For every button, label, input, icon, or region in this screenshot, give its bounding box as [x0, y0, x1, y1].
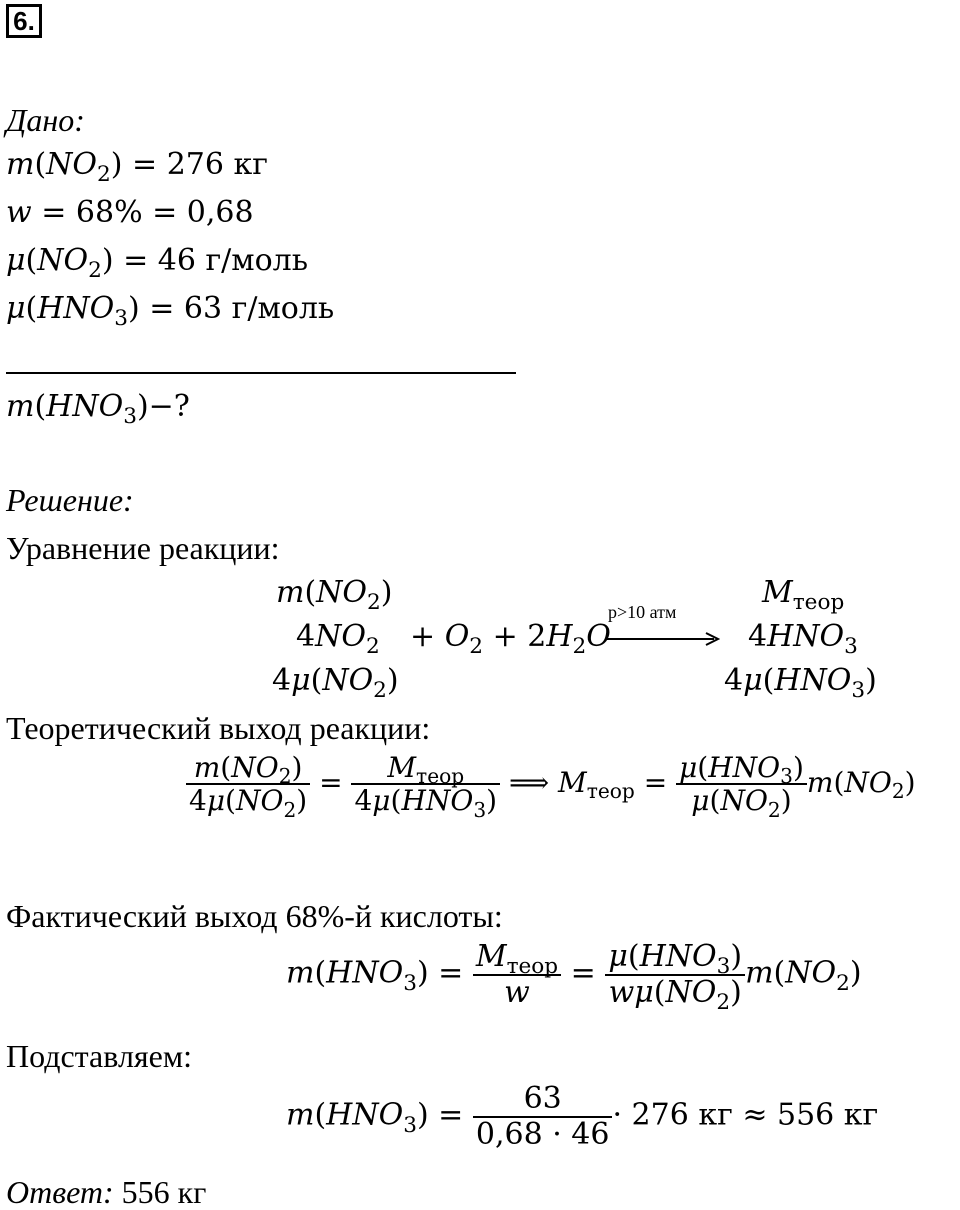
reaction-coef: 4 [748, 619, 768, 654]
reaction-coef: 2 [527, 619, 547, 654]
given-mass-no2: $m(NO_2) = 276$ кг [6, 147, 268, 187]
substitution-denominator: 0,68 · 46 [473, 1116, 613, 1152]
reaction-m-teor-top: $M_{теор}$ [762, 575, 845, 615]
problem-number-box [6, 4, 42, 38]
given-divider [6, 372, 516, 374]
given-mass-no2-value: = 276 кг [132, 147, 268, 182]
reaction-product: $4HNO_3$ [748, 619, 858, 659]
solution-heading: Решение: [6, 482, 134, 518]
question: $m(HNO_3)-$? [6, 389, 190, 429]
given-molar-hno3-value: = 63 г/моль [149, 291, 335, 326]
fraction-mteor-over-molar: $\frac{M_{теор}}{4\mu(HNO_3)}$ [351, 752, 500, 817]
fraction-molar-over-w: $\frac{\mu(HNO_3)}{w\mu(NO_2)}$ [605, 940, 745, 1009]
fraction-mass-over-molar: $\frac{m(NO_2)}{4\mu(NO_2)}$ [186, 752, 310, 817]
substitution-result: · 276 кг ≈ 556 кг [612, 1097, 879, 1133]
fraction-substitution [473, 1082, 613, 1151]
reaction-arrow-icon [606, 632, 720, 646]
plus-sign: + [492, 619, 518, 654]
actual-label: Фактический выход 68%-й кислоты: [6, 898, 503, 934]
m-teor-subscript: теор [506, 953, 559, 979]
m-teor-subscript: теор [792, 589, 845, 615]
reaction-oxygen-water: + $O_2 + 2H_2O$ [410, 619, 611, 659]
answer-value: 556 кг [121, 1174, 207, 1210]
fraction-molar-ratio: $\frac{\mu(HNO_3)}{\mu(NO_2)}$ [676, 752, 807, 817]
coef: 4 [189, 784, 207, 818]
arrow-condition: p>10 атм [608, 602, 677, 622]
theoretical-formula: $\frac{m(NO_2)}{4\mu(NO_2)}$ = $\frac{M_{теор}}{4\mu(HNO_3)}$ ⟹ $M_{теор}$ = $\frac{\mu(HNO_3)}{\mu(NO_2)}$ $m(NO_2)$ [186, 752, 916, 817]
problem-number: 6. [13, 6, 35, 36]
substitution-numerator: 63 [523, 1081, 562, 1116]
reaction-mass-top: $m(NO_2)$ [276, 575, 393, 615]
fraction-mteor-over-w: $\frac{M_{теор}}{w}$ [473, 940, 561, 1009]
reaction-molar-reactant: $4\mu(NO_2)$ [272, 663, 399, 703]
question-suffix: −? [148, 389, 190, 424]
given-heading: Дано: [6, 102, 85, 138]
reaction-coef: 4 [296, 619, 316, 654]
given-fraction-w: w = 68% = 0,68 [6, 195, 254, 230]
reaction-coef: 4 [272, 663, 292, 698]
m-teor-subscript: теор [586, 779, 635, 804]
answer-label: Ответ: [6, 1174, 114, 1210]
given-molar-no2: $\mu(NO_2) = 46$ г/моль [6, 243, 309, 283]
given-fraction-w-value: = 68% = 0,68 [41, 195, 254, 230]
reaction-molar-product: $4\mu(HNO_3)$ [724, 663, 877, 703]
actual-formula: $m(HNO_3)$ = $\frac{M_{теор}}{w}$ = $\frac{\mu(HNO_3)}{w\mu(NO_2)}$ $m(NO_2)$ [286, 939, 862, 1015]
m-teor-subscript: теор [416, 764, 465, 789]
plus-sign: + [410, 619, 436, 654]
answer-line [6, 1176, 206, 1208]
substitution-formula: $m(HNO_3)$ = $\frac{63}{0,68 \cdot 46}$ · 276 кг ≈ 556 кг [286, 1081, 879, 1152]
reaction-reactant: $4NO_2$ [296, 619, 380, 659]
coef: 4 [354, 784, 373, 818]
substitute-label: Подставляем: [6, 1038, 192, 1074]
given-molar-hno3: $\mu(HNO_3) = 63$ г/моль [6, 291, 335, 331]
theoretical-label: Теоретический выход реакции: [6, 710, 431, 746]
equation-label: Уравнение реакции: [6, 530, 280, 566]
given-molar-no2-value: = 46 г/моль [123, 243, 309, 278]
reaction-coef: 4 [724, 663, 744, 698]
